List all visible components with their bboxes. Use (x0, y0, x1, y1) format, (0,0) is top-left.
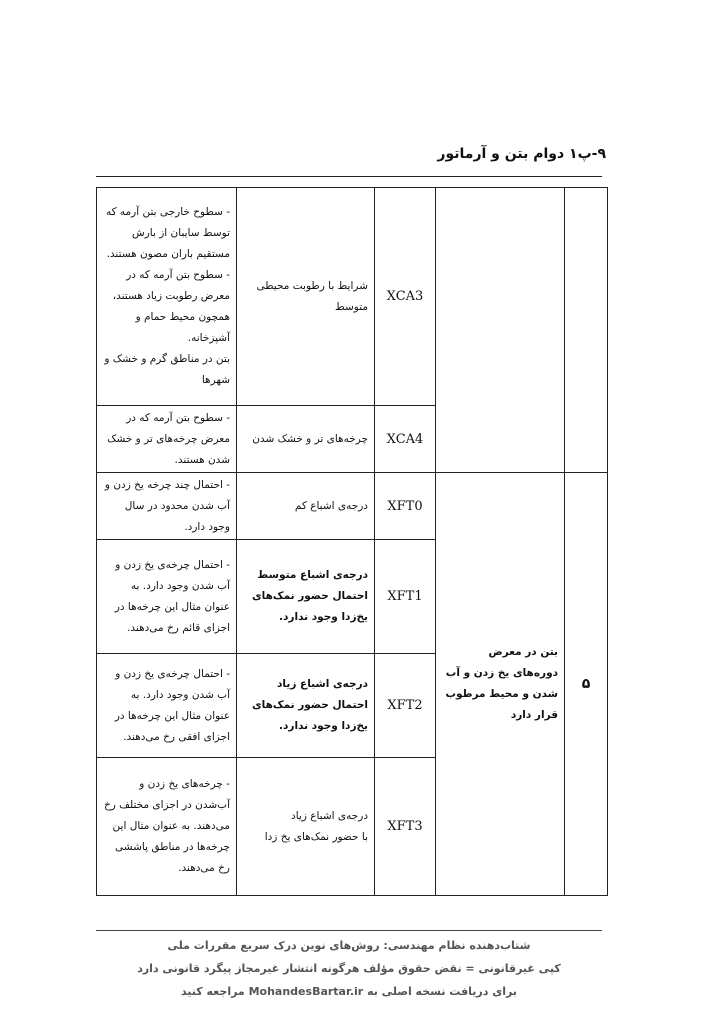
cell-examples-xft2 (97, 654, 237, 758)
description-text: شرایط با رطوبت محیطی متوسط (256, 279, 368, 313)
cell-code-xft1: XFT1 (375, 540, 436, 654)
description-text: درجه‌ی اشباع زیاد احتمال حضور نمک‌های یخ‌زدا وجود ندارد. (252, 678, 368, 732)
cell-examples-xft0 (97, 473, 237, 540)
cell-description-xft2 (237, 654, 375, 758)
table-row-xft0 (97, 473, 608, 540)
cell-description-xca3 (237, 188, 375, 406)
cell-code-xca3: XCA3 (375, 188, 436, 406)
footer-line-3-prefix: برای دریافت نسخه اصلی به (367, 985, 518, 998)
cell-class-empty (436, 188, 565, 473)
table-row-xca3 (97, 188, 608, 406)
description-text: درجه‌ی اشباع زیاد با حضور نمک‌های یخ زدا (264, 809, 368, 843)
cell-description-xft1 (237, 540, 375, 654)
cell-description-xca4 (237, 406, 375, 473)
cell-number-5: ۵ (565, 473, 608, 896)
footer-line-1: شتاب‌دهنده نظام مهندسی: روش‌های نوین درک سریع مقررات ملی (167, 939, 531, 952)
cell-description-xft0 (237, 473, 375, 540)
description-text: چرخه‌های تر و خشک شدن (252, 432, 368, 445)
cell-examples-xca3 (97, 188, 237, 406)
footer-website-link[interactable]: MohandesBartar.ir (248, 985, 364, 998)
footer-line-3 (96, 985, 602, 998)
description-text: درجه‌ی اشباع کم (294, 499, 368, 512)
examples-text: - سطوح خارجی بتن آرمه که توسط سایبان از بارش مستقیم باران مصون هستند. - سطوح بتن آرمه که در معرض رطوبت زیاد هستند، همچون محیط حمام و آشپزخانه. بتن در مناطق گرم و خشک و شهرها (104, 206, 230, 386)
examples-text: - احتمال چرخه‌ی یخ زدن و آب شدن وجود دارد. به عنوان مثال این چرخه‌ها در اجزای قائم رخ می‌دهند. (114, 558, 230, 634)
cell-code-xft2: XFT2 (375, 654, 436, 758)
examples-text: - چرخه‌های یخ زدن و آب‌شدن در اجزای مختلف رخ می‌دهند. به عنوان مثال این چرخه‌ها در مناطق پاششی رخ می‌دهند. (103, 778, 230, 874)
cell-examples-xca4 (97, 406, 237, 473)
durability-table (96, 187, 608, 896)
examples-text: - احتمال چرخه‌ی یخ زدن و آب شدن وجود دارد. به عنوان مثال این چرخه‌ها در اجزای افقی رخ می‌دهند. (114, 667, 230, 743)
cell-examples-xft3 (97, 758, 237, 896)
footer-line-2: کپی غیرقانونی = نقض حقوق مؤلف هرگونه انتشار غیرمجاز پیگرد قانونی دارد (137, 962, 561, 975)
class-description-text: بتن در معرض دوره‌های یخ زدن و آب شدن و محیط مرطوب قرار دارد (445, 646, 558, 721)
cell-class-description (436, 473, 565, 896)
cell-code-xft3: XFT3 (375, 758, 436, 896)
header-divider (96, 176, 602, 177)
examples-text: - احتمال چند چرخه یخ زدن و آب شدن محدود در سال وجود دارد. (104, 478, 230, 533)
description-text: درجه‌ی اشباع متوسط احتمال حضور نمک‌های یخ‌زدا وجود ندارد. (252, 569, 368, 623)
examples-text: - سطوح بتن آرمه که در معرض چرخه‌های تر و خشک شدن هستند. (107, 411, 230, 466)
page-header-title: ۹-پ۱ دوام بتن و آرماتور (437, 146, 606, 162)
cell-description-xft3 (237, 758, 375, 896)
cell-code-xca4: XCA4 (375, 406, 436, 473)
cell-examples-xft1 (97, 540, 237, 654)
cell-number-empty (565, 188, 608, 473)
footer-divider (96, 930, 602, 931)
cell-code-xft0: XFT0 (375, 473, 436, 540)
footer-line-3-suffix: مراجعه کنید (180, 985, 245, 998)
